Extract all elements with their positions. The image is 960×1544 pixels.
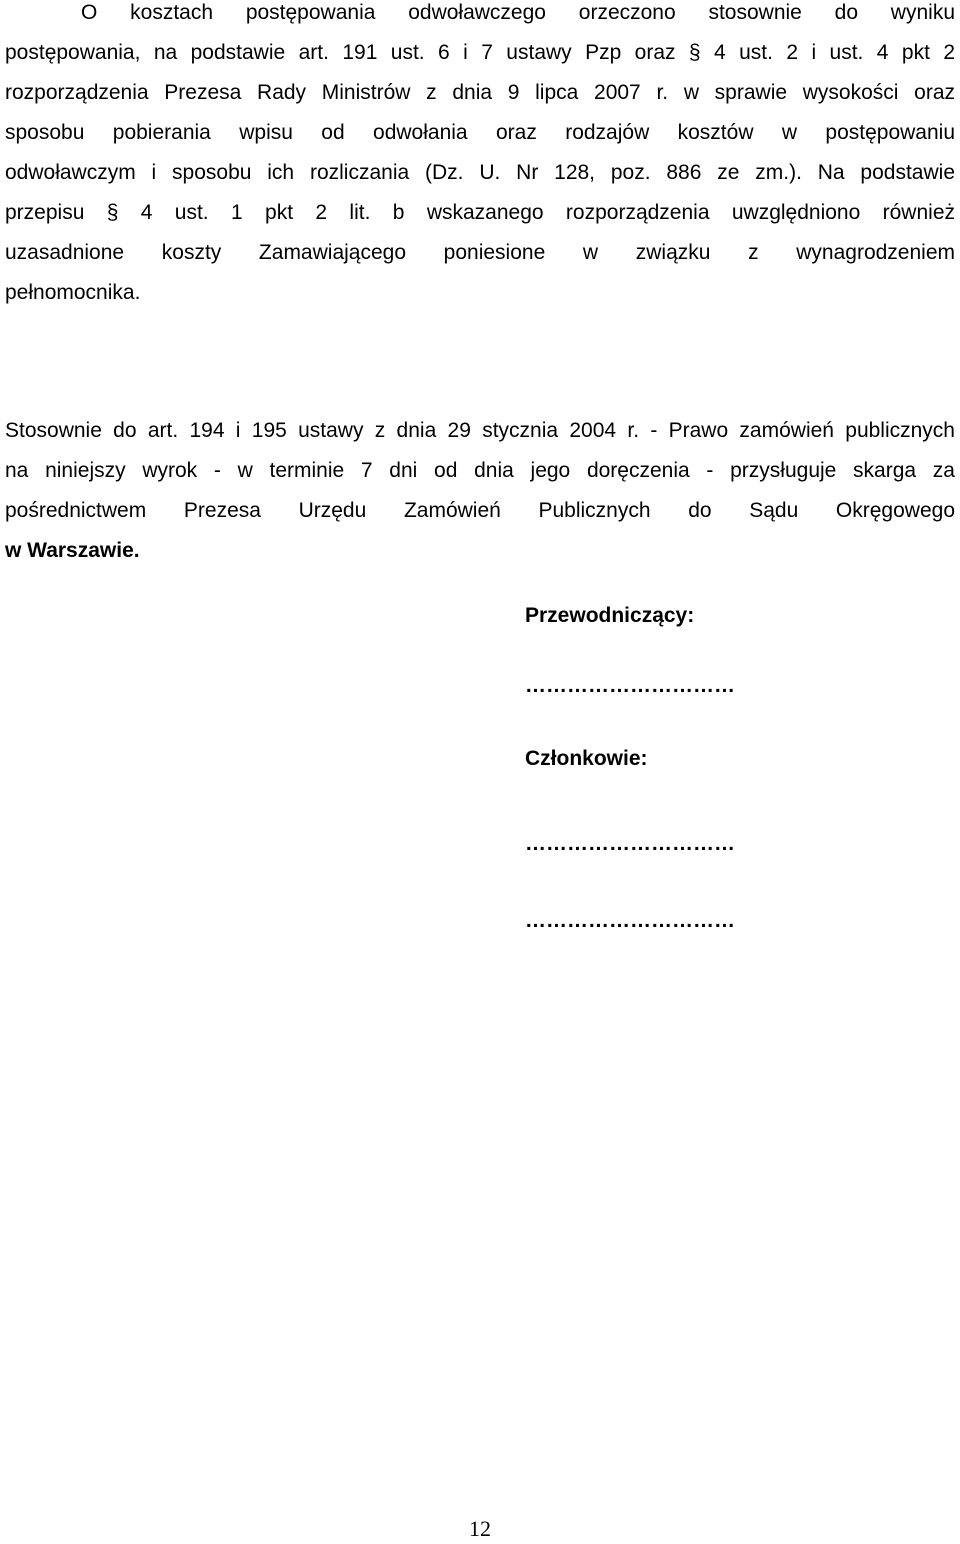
appeal-court-location: w Warszawie. xyxy=(5,539,140,562)
costs-paragraph-line: O kosztach postępowania odwoławczego orzeczono stosownie do wyniku xyxy=(81,1,955,24)
costs-paragraph xyxy=(5,0,955,313)
appeal-paragraph xyxy=(5,411,955,571)
chair-signature-label: Przewodniczący: xyxy=(525,604,695,627)
appeal-paragraph-line: na niniejszy wyrok - w terminie 7 dni od dnia jego doręczenia - przysługuje skarga za xyxy=(5,459,955,482)
costs-paragraph-line: postępowania, na podstawie art. 191 ust. 6 i 7 ustawy Pzp oraz § 4 ust. 2 i ust. 4 pkt 2 xyxy=(5,41,955,64)
costs-paragraph-line: pełnomocnika. xyxy=(5,281,141,304)
appeal-paragraph-line: pośrednictwem Prezesa Urzędu Zamówień Publicznych do Sądu Okręgowego xyxy=(5,499,955,522)
costs-paragraph-line: sposobu pobierania wpisu od odwołania oraz rodzajów kosztów w postępowaniu xyxy=(5,121,955,144)
member-signature-line-2: ………………………… xyxy=(525,909,735,932)
page-number: 12 xyxy=(469,1516,491,1541)
costs-paragraph-line: uzasadnione koszty Zamawiającego poniesione w związku z wynagrodzeniem xyxy=(5,241,955,264)
chair-signature-line: ………………………… xyxy=(525,674,735,697)
costs-paragraph-line: odwoławczym i sposobu ich rozliczania (Dz. U. Nr 128, poz. 886 ze zm.). Na podstawie xyxy=(5,161,955,184)
costs-paragraph-line: rozporządzenia Prezesa Rady Ministrów z dnia 9 lipca 2007 r. w sprawie wysokości oraz xyxy=(5,81,955,104)
member-signature-line-1: ………………………… xyxy=(525,832,735,855)
members-signature-label: Członkowie: xyxy=(525,747,648,770)
appeal-paragraph-line: Stosownie do art. 194 i 195 ustawy z dnia 29 stycznia 2004 r. - Prawo zamówień publicznych xyxy=(5,419,955,442)
costs-paragraph-line: przepisu § 4 ust. 1 pkt 2 lit. b wskazanego rozporządzenia uwzględniono również xyxy=(5,201,955,224)
